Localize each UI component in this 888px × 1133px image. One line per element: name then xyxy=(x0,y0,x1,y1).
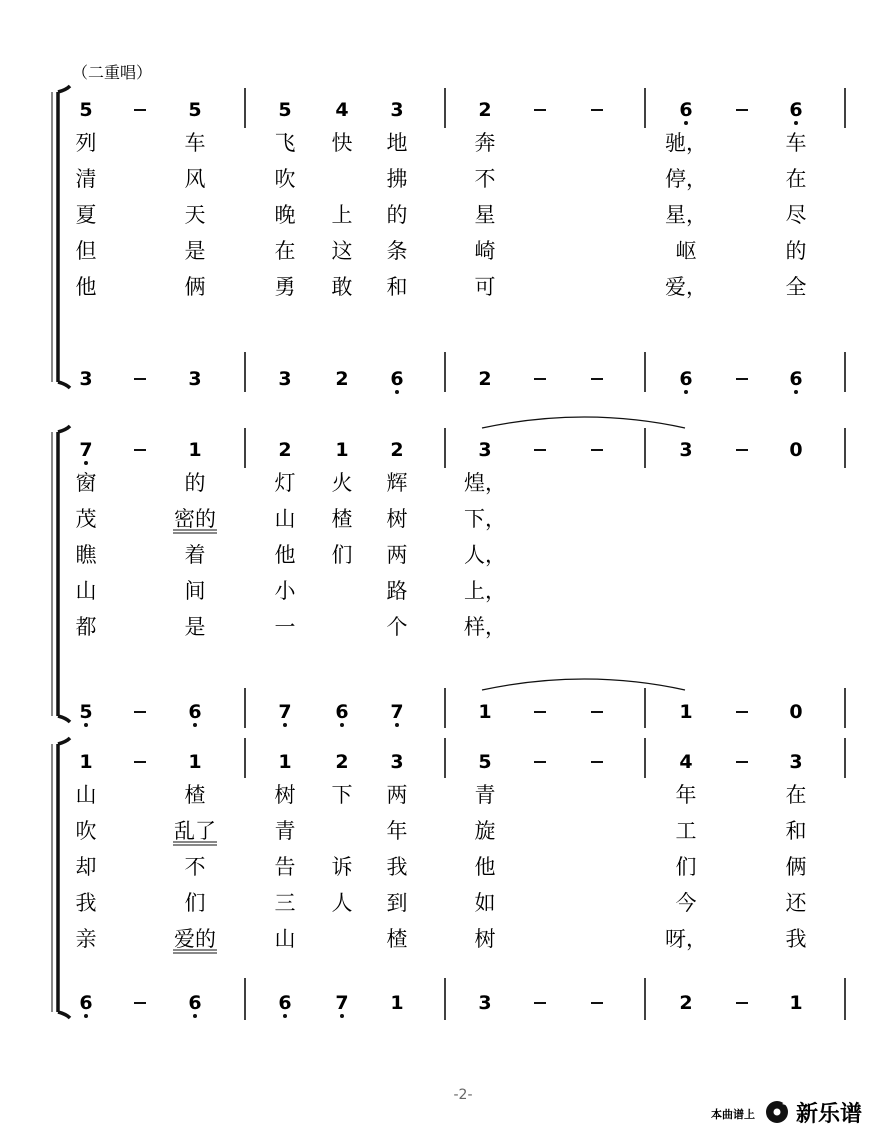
lyric-syllable: 飞 xyxy=(274,131,296,155)
lyric-syllable: 和 xyxy=(785,819,807,843)
lyric-syllable: 但 xyxy=(75,239,97,263)
lyric-syllable: 呀， xyxy=(665,927,707,951)
lyric-syllable: 下， xyxy=(464,507,506,531)
system-3 xyxy=(52,738,845,1020)
lyric-syllable: 青 xyxy=(274,819,296,843)
bottom-part-note: 6 xyxy=(188,701,202,723)
lyric-syllable: 他 xyxy=(75,275,97,299)
octave-dot xyxy=(84,461,88,465)
bottom-part-note: 7 xyxy=(335,992,349,1014)
octave-dot xyxy=(193,723,197,727)
bottom-part-note: 7 xyxy=(390,701,404,723)
lyric-syllable: 吹 xyxy=(75,819,97,843)
lyric-syllable: 快 xyxy=(331,131,353,155)
lyric-syllable: 驰， xyxy=(665,131,707,155)
bottom-part-note: 2 xyxy=(335,368,349,390)
system-2 xyxy=(52,417,845,728)
lyric-syllable: 的 xyxy=(184,471,206,495)
top-part-note: 1 xyxy=(278,751,292,773)
top-part-note: 4 xyxy=(335,99,349,121)
page-number: -2- xyxy=(453,1087,473,1103)
top-part-note: 5 xyxy=(79,99,93,121)
lyric-syllable: 样， xyxy=(464,615,506,639)
lyric-syllable: 今 xyxy=(675,891,697,915)
lyric-syllable: 不 xyxy=(184,855,206,879)
lyric-syllable: 停， xyxy=(665,167,707,191)
lyric-syllable: 我 xyxy=(785,927,807,951)
top-part-note: 3 xyxy=(390,99,404,121)
lyric-syllable: 不 xyxy=(474,167,496,191)
top-part-note: 4 xyxy=(679,751,693,773)
lyric-syllable: 到 xyxy=(386,891,408,915)
octave-dot xyxy=(84,723,88,727)
lyric-syllable: 楂 xyxy=(386,927,408,951)
system-1 xyxy=(52,86,845,394)
lyric-syllable: 在 xyxy=(274,239,296,263)
top-part-note: 2 xyxy=(335,751,349,773)
lyric-syllable: 俩 xyxy=(785,855,807,879)
lyric-syllable: 他 xyxy=(474,855,496,879)
lyric-syllable: 下 xyxy=(331,783,353,807)
bottom-part-note: 2 xyxy=(478,368,492,390)
lyric-syllable: 着 xyxy=(184,543,206,567)
bottom-part-note: 3 xyxy=(478,992,492,1014)
lyric-syllable: 山 xyxy=(274,927,296,951)
lyric-syllable: 火 xyxy=(331,471,353,495)
system-brace xyxy=(58,738,70,1018)
octave-dot xyxy=(395,390,399,394)
lyric-syllable: 旋 xyxy=(474,819,496,843)
top-part-note: 7 xyxy=(79,439,93,461)
lyric-syllable: 煌， xyxy=(464,471,506,495)
lyric-syllable: 拂 xyxy=(386,167,408,191)
lyric-syllable: 青 xyxy=(474,783,496,807)
system-brace xyxy=(58,426,70,722)
octave-dot xyxy=(794,121,798,125)
lyric-syllable: 三 xyxy=(274,891,296,915)
top-part-note: 3 xyxy=(789,751,803,773)
lyric-syllable: 和 xyxy=(386,275,408,299)
lyric-syllable: 地 xyxy=(386,131,408,155)
bottom-part-note: 6 xyxy=(335,701,349,723)
bottom-part-note: 6 xyxy=(278,992,292,1014)
lyric-syllable: 个 xyxy=(386,615,408,639)
lyric-syllable: 告 xyxy=(274,855,296,879)
lyric-syllable: 们 xyxy=(184,891,206,915)
lyric-syllable: 敢 xyxy=(331,275,353,299)
lyric-syllable: 列 xyxy=(75,131,97,155)
bottom-part-note: 0 xyxy=(789,701,803,723)
lyric-syllable: 楂 xyxy=(331,507,353,531)
lyric-syllable: 人 xyxy=(331,891,353,915)
top-part-note: 1 xyxy=(79,751,93,773)
lyric-syllable: 星， xyxy=(665,203,707,227)
lyric-syllable: 们 xyxy=(331,543,353,567)
lyric-syllable: 尽 xyxy=(785,203,807,227)
lyric-syllable: 条 xyxy=(386,239,408,263)
lyric-syllable: 风 xyxy=(184,167,206,191)
lyric-syllable: 两 xyxy=(386,543,408,567)
top-part-note: 1 xyxy=(188,751,202,773)
octave-dot xyxy=(340,1014,344,1018)
lyric-syllable: 瞧 xyxy=(75,543,97,567)
lyric-syllable: 一 xyxy=(274,615,296,639)
lyric-syllable: 这 xyxy=(331,239,353,263)
lyric-syllable: 爱， xyxy=(665,275,707,299)
record-logo-icon xyxy=(766,1100,789,1123)
lyric-syllable: 全 xyxy=(785,275,807,299)
lyric-syllable: 树 xyxy=(386,507,408,531)
lyric-syllable: 我 xyxy=(75,891,97,915)
lyric-syllable: 如 xyxy=(474,891,496,915)
lyric-syllable: 的 xyxy=(785,239,807,263)
top-part-note: 5 xyxy=(188,99,202,121)
lyric-syllable: 人， xyxy=(464,543,506,567)
octave-dot xyxy=(684,390,688,394)
lyric-syllable: 亲 xyxy=(75,927,97,951)
top-part-note: 6 xyxy=(679,99,693,121)
lyric-syllable: 密的 xyxy=(174,507,216,531)
octave-dot xyxy=(283,1014,287,1018)
bottom-part-note: 6 xyxy=(789,368,803,390)
lyric-syllable: 年 xyxy=(675,783,697,807)
top-part-note: 6 xyxy=(789,99,803,121)
lyric-syllable: 茂 xyxy=(75,507,97,531)
lyric-syllable: 可 xyxy=(474,275,496,299)
lyric-syllable: 山 xyxy=(75,783,97,807)
tie-arc xyxy=(482,679,685,690)
lyric-syllable: 天 xyxy=(184,203,206,227)
system-brace xyxy=(58,86,70,388)
lyric-syllable: 都 xyxy=(75,615,97,639)
bottom-part-note: 3 xyxy=(79,368,93,390)
lyric-syllable: 上， xyxy=(464,579,506,603)
lyric-syllable: 清 xyxy=(75,167,97,191)
lyric-syllable: 树 xyxy=(274,783,296,807)
lyric-syllable: 间 xyxy=(184,579,206,603)
lyric-syllable: 爱的 xyxy=(174,927,216,951)
lyric-syllable: 是 xyxy=(184,615,206,639)
ensemble-label: （二重唱） xyxy=(72,63,153,82)
lyric-syllable: 乱了 xyxy=(174,819,216,843)
top-part-note: 2 xyxy=(278,439,292,461)
lyric-syllable: 两 xyxy=(386,783,408,807)
score-systems xyxy=(52,86,845,1020)
brand-name: 新乐谱 xyxy=(796,1102,863,1127)
bottom-part-note: 7 xyxy=(278,701,292,723)
lyric-syllable: 晚 xyxy=(274,203,296,227)
octave-dot xyxy=(340,723,344,727)
lyric-syllable: 勇 xyxy=(274,275,296,299)
tie-arc xyxy=(482,417,685,428)
octave-dot xyxy=(395,723,399,727)
octave-dot xyxy=(84,1014,88,1018)
lyric-syllable: 在 xyxy=(785,783,807,807)
bottom-part-note: 3 xyxy=(278,368,292,390)
bottom-part-note: 3 xyxy=(188,368,202,390)
bottom-part-note: 1 xyxy=(679,701,693,723)
lyric-syllable: 辉 xyxy=(386,471,408,495)
lyric-syllable: 星 xyxy=(474,203,496,227)
top-part-note: 1 xyxy=(335,439,349,461)
octave-dot xyxy=(684,121,688,125)
octave-dot xyxy=(794,390,798,394)
lyric-syllable: 崎 xyxy=(474,239,496,263)
lyric-syllable: 诉 xyxy=(331,855,353,879)
lyric-syllable: 树 xyxy=(474,927,496,951)
top-part-note: 0 xyxy=(789,439,803,461)
bottom-part-note: 6 xyxy=(390,368,404,390)
lyric-syllable: 楂 xyxy=(184,783,206,807)
lyric-syllable: 他 xyxy=(274,543,296,567)
lyric-syllable: 灯 xyxy=(274,471,296,495)
octave-dot xyxy=(193,1014,197,1018)
bottom-part-note: 5 xyxy=(79,701,93,723)
bottom-part-note: 2 xyxy=(679,992,693,1014)
lyric-syllable: 岖 xyxy=(675,239,697,263)
top-part-note: 3 xyxy=(390,751,404,773)
lyric-syllable: 还 xyxy=(785,891,807,915)
bottom-part-note: 6 xyxy=(679,368,693,390)
octave-dot xyxy=(283,723,287,727)
lyric-syllable: 们 xyxy=(675,855,697,879)
lyric-syllable: 夏 xyxy=(75,203,97,227)
lyric-syllable: 却 xyxy=(75,855,97,879)
lyric-syllable: 山 xyxy=(274,507,296,531)
lyric-syllable: 上 xyxy=(331,203,353,227)
bottom-part-note: 1 xyxy=(478,701,492,723)
lyric-syllable: 在 xyxy=(785,167,807,191)
lyric-syllable: 车 xyxy=(184,131,206,155)
lyric-syllable: 山 xyxy=(75,579,97,603)
lyric-syllable: 车 xyxy=(785,131,807,155)
bottom-part-note: 6 xyxy=(188,992,202,1014)
lyric-syllable: 工 xyxy=(675,819,697,843)
lyric-syllable: 年 xyxy=(386,819,408,843)
lyric-syllable: 俩 xyxy=(184,275,206,299)
lyric-syllable: 小 xyxy=(274,579,296,603)
lyric-syllable: 是 xyxy=(184,239,206,263)
lyric-syllable: 我 xyxy=(386,855,408,879)
top-part-note: 3 xyxy=(679,439,693,461)
lyric-syllable: 吹 xyxy=(274,167,296,191)
bottom-part-note: 1 xyxy=(390,992,404,1014)
top-part-note: 2 xyxy=(390,439,404,461)
lyric-syllable: 的 xyxy=(386,203,408,227)
top-part-note: 3 xyxy=(478,439,492,461)
lyric-syllable: 窗 xyxy=(75,471,97,495)
lyric-syllable: 路 xyxy=(386,579,408,603)
footer-caption: 本曲谱上 xyxy=(711,1108,755,1121)
lyric-syllable: 奔 xyxy=(474,131,496,155)
bottom-part-note: 1 xyxy=(789,992,803,1014)
top-part-note: 1 xyxy=(188,439,202,461)
bottom-part-note: 6 xyxy=(79,992,93,1014)
top-part-note: 5 xyxy=(278,99,292,121)
top-part-note: 2 xyxy=(478,99,492,121)
top-part-note: 5 xyxy=(478,751,492,773)
